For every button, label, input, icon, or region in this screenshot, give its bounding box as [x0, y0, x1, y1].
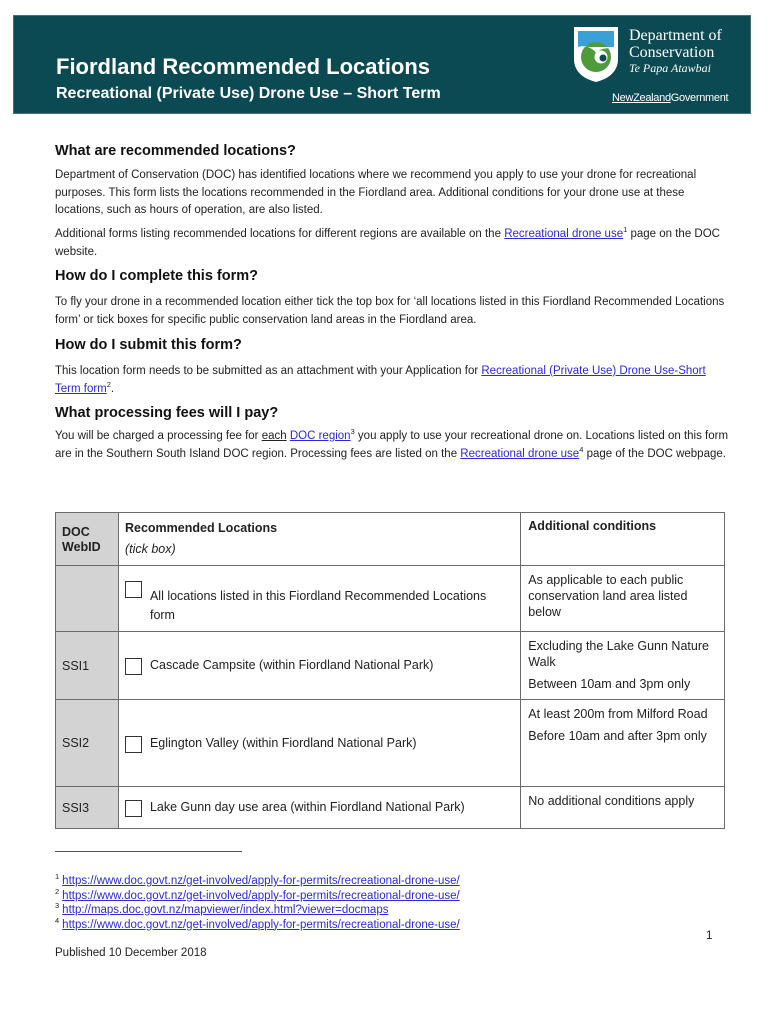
footnote-2: $^2$ https://www.doc.govt.nz/get-involved/apply-for-permits/recreational-drone-use/ — [55, 886, 460, 902]
conditions-cell: As applicable to each public conservation land area listed below — [521, 566, 725, 632]
footnote-3: $^3$ http://maps.doc.govt.nz/mapviewer/index.html?viewer=docmaps — [55, 901, 389, 916]
webid-cell: SSI2 — [56, 700, 119, 787]
footnote-4: $^4$ https://www.doc.govt.nz/get-involved/apply-for-permits/recreational-drone-use/ — [55, 915, 460, 931]
conditions-cell: Excluding the Lake Gunn Nature Walk Between 10am and 3pm only — [521, 632, 725, 700]
checkbox-ssi1[interactable] — [125, 658, 142, 675]
application-form-link[interactable]: Recreational (Private Use) Drone Use-Short Term form — [55, 365, 706, 395]
page-title: Fiordland Recommended Locations — [56, 54, 431, 79]
checkbox-ssi2[interactable] — [125, 736, 142, 753]
footnote-link-3[interactable]: http://maps.doc.govt.nz/mapviewer/index.html?viewer=docmaps — [62, 904, 389, 916]
table-row — [56, 700, 725, 787]
paragraph-complete-form: To fly your drone in a recommended location either tick the top box for ‘all locations listed in this Fiordland Recommended Locations form’ or tick boxes for specific public conservation land areas in the Fiordland area. — [55, 296, 725, 326]
location-label: Lake Gunn day use area (within Fiordland National Park) — [149, 800, 465, 814]
footnote-ref-3: 3 — [350, 427, 355, 437]
header-banner — [13, 15, 751, 114]
footnote-link-2[interactable]: https://www.doc.govt.nz/get-involved/apply-for-permits/recreational-drone-use/ — [62, 889, 460, 902]
footnote-link-1[interactable]: https://www.doc.govt.nz/get-involved/apply-for-permits/recreational-drone-use/ — [62, 875, 460, 887]
location-cell — [118, 632, 520, 700]
footnotes — [55, 874, 460, 932]
section-heading-processing-fees: What processing fees will I pay? — [55, 405, 279, 421]
section-heading-recommended-locations: What are recommended locations? — [55, 143, 296, 159]
section-heading-submit-form: How do I submit this form? — [55, 337, 242, 353]
paragraph-intro: Department of Conservation (DOC) has identified locations where we recommend you apply to use your drone for recreational purposes. This form lists the locations recommended in the Fiordland area. Additional conditions for your drone use at these locations, such as hours of operation, are also listed. — [55, 169, 697, 216]
footnote-link-4[interactable]: https://www.doc.govt.nz/get-involved/apply-for-permits/recreational-drone-use/ — [62, 918, 460, 931]
nz-wordmark-prefix: NewZealand — [612, 92, 671, 104]
logo-line-1: Department of — [629, 27, 722, 44]
location-cell — [118, 787, 520, 829]
page-number: 1 — [706, 930, 713, 942]
conditions-cell: At least 200m from Milford Road Before 10am and after 3pm only — [521, 700, 725, 787]
nz-wordmark-suffix: Government — [670, 92, 729, 104]
footnote-1: $^1$ https://www.doc.govt.nz/get-involved/apply-for-permits/recreational-drone-use/ — [55, 872, 460, 887]
conditions-cell: No additional conditions apply — [521, 787, 725, 829]
footnote-ref-2: 2 — [106, 379, 111, 389]
page-subtitle: Recreational (Private Use) Drone Use – Short Term — [56, 85, 441, 102]
footnote-ref-1: 1 — [623, 225, 628, 235]
location-label: Cascade Campsite (within Fiordland National Park) — [149, 658, 434, 672]
table-row — [56, 632, 725, 700]
checkbox-all-locations[interactable] — [125, 581, 142, 598]
recreational-drone-use-link[interactable]: Recreational drone use — [504, 228, 624, 240]
webid-cell: SSI1 — [56, 632, 119, 700]
table-row — [56, 566, 725, 632]
recreational-drone-use-link-2[interactable]: Recreational drone use — [460, 447, 580, 460]
header-additional-conditions: Additional conditions — [521, 513, 725, 566]
checkbox-ssi3[interactable] — [125, 800, 142, 817]
section-heading-complete-form: How do I complete this form? — [55, 268, 259, 284]
recommended-locations-table — [55, 512, 725, 829]
location-cell — [118, 700, 520, 787]
location-label: All locations listed in this Fiordland Recommended Locations form — [149, 589, 487, 622]
nz-government-wordmark — [612, 92, 728, 104]
table-header-row — [56, 513, 725, 566]
webid-cell: SSI3 — [56, 787, 119, 829]
logo-line-3: Te Papa Atawbai — [629, 61, 712, 75]
doc-logo-text — [629, 27, 722, 76]
header-doc-webid: DOC WebID — [56, 513, 119, 566]
table-row — [56, 787, 725, 829]
paragraph-processing-fees: You will be charged a processing fee for each DOC region$^3$ you apply to use your recreational drone on. Locations listed on this form are in the Southern South Island DOC region. Processing fees are listed on the Recreational drone use$^4$ page of the DOC webpage. — [55, 427, 729, 460]
paragraph-submit-form: This location form needs to be submitted as an attachment with your Application for Recreational (Private Use) Drone Use-Short Term form$^2$. — [55, 365, 706, 395]
footnote-ref-4: 4 — [579, 444, 584, 454]
doc-region-link[interactable]: DOC region — [289, 430, 351, 442]
location-label: Eglington Valley (within Fiordland National Park) — [149, 735, 417, 750]
footnote-divider — [55, 851, 242, 852]
published-date: Published 10 December 2018 — [55, 947, 207, 959]
location-cell — [118, 566, 520, 632]
paragraph-additional-forms: Additional forms listing recommended locations for different regions are available on the Recreational drone use$^1$ page on the DOC website. — [55, 225, 720, 258]
doc-shield-logo-icon — [572, 25, 620, 83]
webid-cell — [56, 566, 119, 632]
logo-line-2: Conservation — [629, 44, 715, 61]
header-recommended-locations: Recommended Locations (tick box) — [118, 513, 520, 566]
